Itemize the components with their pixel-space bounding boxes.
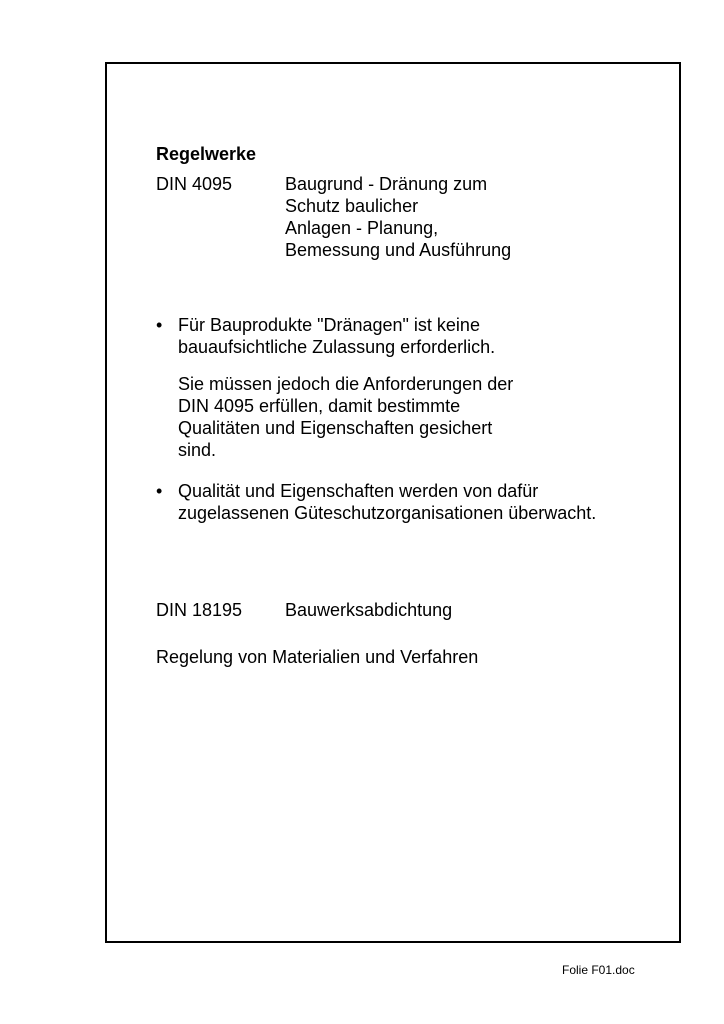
din-4095-description-line: Anlagen - Planung,: [285, 218, 439, 238]
bullet-line: Qualität und Eigenschaften werden von dafür: [178, 481, 539, 501]
requirements-paragraph: [178, 373, 513, 461]
bullet-icon: •: [156, 315, 163, 335]
paragraph-line: Sie müssen jedoch die Anforderungen der: [178, 374, 514, 394]
din-18195-description: Bauwerksabdichtung: [285, 600, 453, 620]
paragraph-line: sind.: [178, 440, 217, 460]
din-4095-description-line: Bemessung und Ausführung: [285, 240, 512, 260]
footer-filename: Folie F01.doc: [562, 963, 635, 977]
paragraph-line: Qualitäten und Eigenschaften gesichert: [178, 418, 493, 438]
din-4095-description-line: Schutz baulicher: [285, 196, 419, 216]
bullet-line: zugelassenen Güteschutzorganisationen überwacht.: [178, 503, 597, 523]
din-18195-code: DIN 18195: [156, 600, 243, 620]
paragraph-line: DIN 4095 erfüllen, damit bestimmte: [178, 396, 461, 416]
bullet-line: Für Bauprodukte "Dränagen" ist keine: [178, 315, 480, 335]
bullet-text: [178, 480, 596, 524]
bullet-line: bauaufsichtliche Zulassung erforderlich.: [178, 337, 496, 357]
din-4095-code: DIN 4095: [156, 174, 233, 194]
bullet-text: [178, 314, 495, 358]
bullet-icon: •: [156, 481, 163, 501]
din-4095-description: [285, 173, 511, 261]
section-heading: Regelwerke: [156, 144, 257, 164]
din-4095-description-line: Baugrund - Dränung zum: [285, 174, 488, 194]
regelung-text: Regelung von Materialien und Verfahren: [156, 647, 479, 667]
